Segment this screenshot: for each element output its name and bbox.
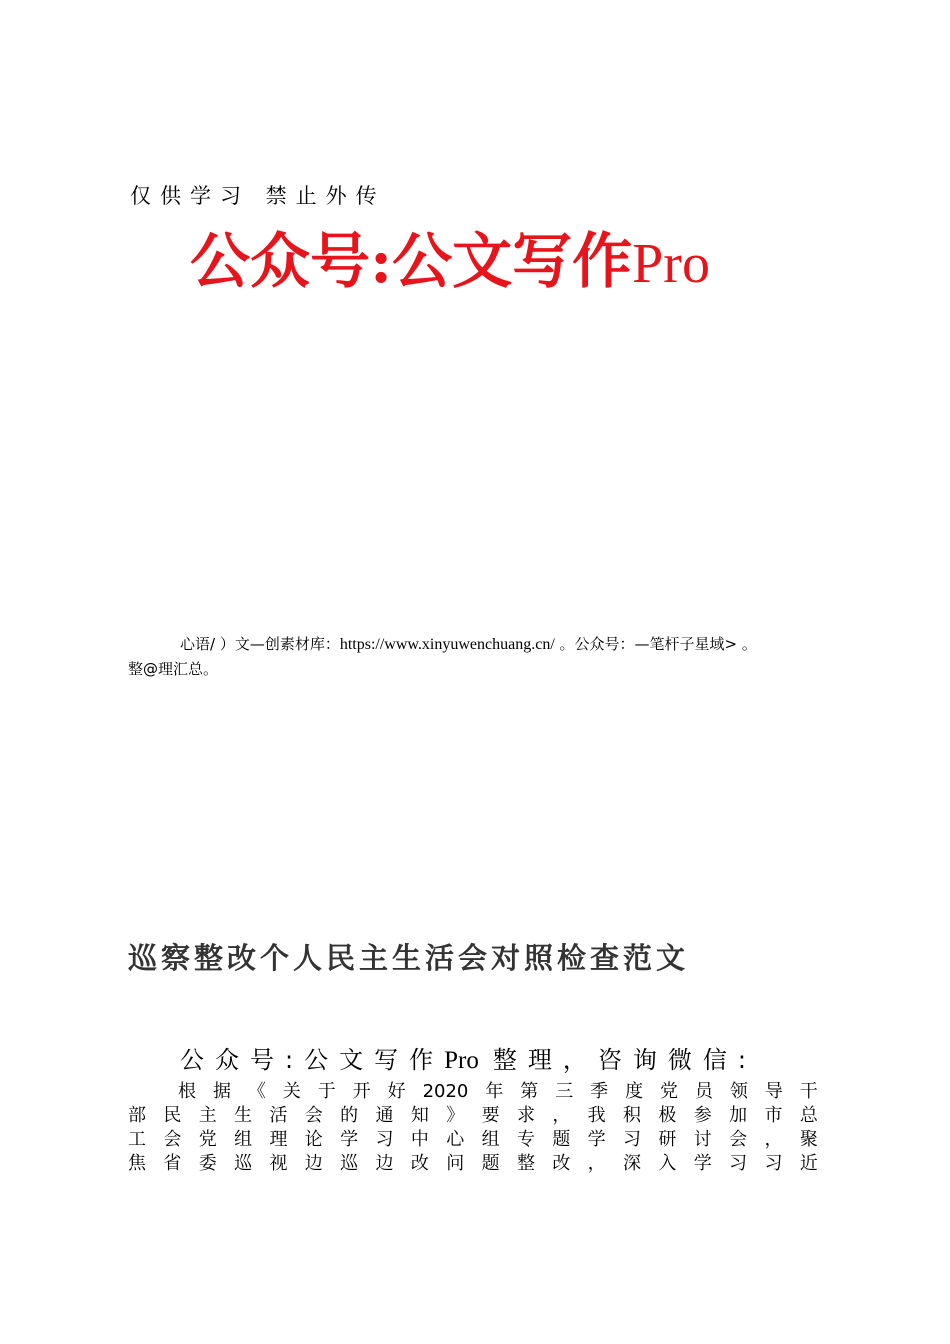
body-char: 巡: [340, 1153, 359, 1174]
body-char: 视: [269, 1153, 288, 1174]
body-char: 员: [694, 1081, 713, 1102]
body-char: 关: [282, 1081, 301, 1102]
source-url: https://www.xinyuwenchuang.cn/: [339, 636, 555, 653]
body-char: 党: [660, 1081, 678, 1102]
body-char: 参: [693, 1105, 712, 1126]
body-line: [128, 1152, 818, 1176]
body-char: 通: [375, 1105, 394, 1126]
body-char: 会: [163, 1129, 182, 1150]
body-char: 学: [693, 1153, 712, 1174]
body-char: 会: [729, 1129, 748, 1150]
body-char: 主: [198, 1105, 217, 1126]
body-char: 导: [764, 1081, 783, 1102]
source-line-1: [128, 632, 828, 657]
body-char: 于: [317, 1081, 336, 1102]
body-char: 聚: [799, 1129, 818, 1150]
body-char: 题: [552, 1129, 571, 1150]
body-line: [128, 1128, 818, 1152]
body-char: 第: [520, 1081, 539, 1102]
body-char: 论: [304, 1129, 323, 1150]
body-char: 改: [552, 1153, 571, 1174]
body-char: 焦: [128, 1153, 146, 1174]
body-char: 求: [516, 1105, 535, 1126]
body-char: 习: [729, 1153, 748, 1174]
body-char: 入: [658, 1153, 677, 1174]
body-char: 》: [446, 1105, 465, 1126]
body-char: 讨: [693, 1129, 712, 1150]
subtitle: [180, 1040, 757, 1075]
body-char: ，: [552, 1105, 571, 1126]
body-line: [128, 1104, 818, 1128]
body-char: 要: [481, 1105, 500, 1126]
source-line-2: 整@理汇总。: [128, 660, 219, 678]
body-char: 的: [340, 1105, 359, 1126]
body-char: 近: [799, 1153, 818, 1174]
body-char: 心: [446, 1129, 465, 1150]
brand-header: [190, 222, 710, 304]
body-char: 题: [481, 1153, 500, 1174]
body-char: 市: [764, 1105, 783, 1126]
body-char: 知: [410, 1105, 429, 1126]
body-char: 三: [555, 1081, 574, 1102]
body-text: [128, 1080, 818, 1176]
brand-prefix: 公众号:公文写作: [190, 227, 633, 297]
body-char: ，: [587, 1153, 606, 1174]
body-char: 干: [799, 1081, 818, 1102]
body-char: 度: [625, 1081, 644, 1102]
body-char: 季: [590, 1081, 609, 1102]
body-char: 研: [658, 1129, 677, 1150]
body-char: 边: [304, 1153, 323, 1174]
body-char: 部: [128, 1105, 146, 1126]
body-char: 据: [212, 1081, 231, 1102]
brand-suffix: Pro: [632, 233, 710, 295]
body-char: ，: [764, 1129, 783, 1150]
body-char: 习: [623, 1129, 642, 1150]
source-text-a: 心语/ ）文—创素材库：: [180, 635, 340, 653]
body-char: 专: [516, 1129, 535, 1150]
body-char: 好: [387, 1081, 406, 1102]
subtitle-pro: Pro: [444, 1047, 479, 1074]
body-char: 中: [410, 1129, 429, 1150]
body-char: 民: [163, 1105, 182, 1126]
subtitle-prefix: 公众号:公文写作: [180, 1046, 445, 1074]
body-char: 活: [269, 1105, 288, 1126]
body-char: 委: [198, 1153, 217, 1174]
body-char: 会: [304, 1105, 323, 1126]
body-char: 省: [163, 1153, 182, 1174]
subtitle-suffix: 整理，咨询微信:: [492, 1046, 757, 1074]
body-char: 习: [375, 1129, 394, 1150]
source-note: [128, 632, 828, 682]
body-char: 学: [340, 1129, 359, 1150]
body-char: 组: [481, 1129, 500, 1150]
source-text-b: 。公众号：—笔杆子星域> 。: [554, 635, 757, 653]
body-char: 深: [623, 1153, 642, 1174]
body-char: 组: [234, 1129, 253, 1150]
body-char: 巡: [234, 1153, 253, 1174]
confidential-notice: 仅供学习 禁止外传: [130, 184, 386, 208]
body-char: 理: [269, 1129, 288, 1150]
body-char: 总: [799, 1105, 818, 1126]
body-char: 我: [587, 1105, 606, 1126]
body-char: 整: [516, 1153, 535, 1174]
body-char: 学: [587, 1129, 606, 1150]
document-title: 巡察整改个人民主生活会对照检查范文: [128, 941, 690, 975]
body-char: 根: [178, 1081, 196, 1102]
body-char: 2020: [422, 1081, 469, 1102]
body-char: 《: [247, 1081, 266, 1102]
body-char: 加: [729, 1105, 748, 1126]
body-char: 极: [658, 1105, 677, 1126]
body-char: 生: [234, 1105, 253, 1126]
body-char: 积: [623, 1105, 642, 1126]
body-char: 习: [764, 1153, 783, 1174]
body-char: 党: [198, 1129, 217, 1150]
body-char: 边: [375, 1153, 394, 1174]
body-line: [128, 1080, 818, 1104]
body-char: 领: [729, 1081, 748, 1102]
body-char: 改: [410, 1153, 429, 1174]
body-char: 开: [352, 1081, 371, 1102]
body-char: 年: [485, 1081, 504, 1102]
body-char: 问: [446, 1153, 465, 1174]
body-char: 工: [128, 1129, 146, 1150]
